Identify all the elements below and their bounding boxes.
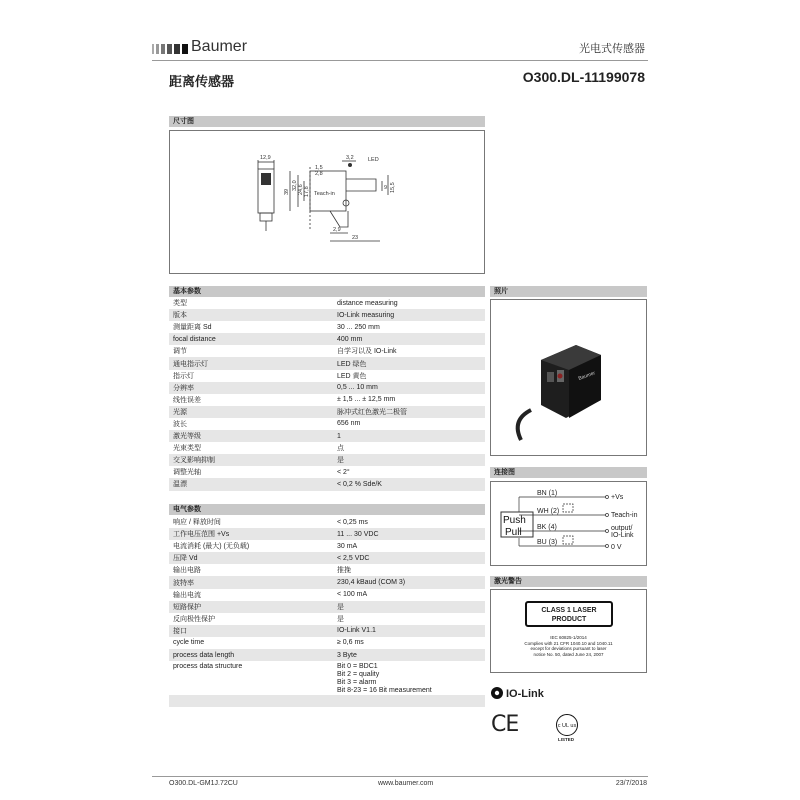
param-key: 响应 / 释放时间 <box>173 519 221 527</box>
param-key: 波长 <box>173 420 187 428</box>
product-code-title: O300.DL-11199078 <box>522 69 645 85</box>
iolink-logo-icon <box>490 686 504 700</box>
dim-label: 17,8 <box>304 186 310 197</box>
param-row <box>169 637 485 649</box>
electrical-params-table <box>169 516 485 707</box>
param-key: focal distance <box>169 333 333 345</box>
dim-label: 2,9 <box>333 227 341 233</box>
dim-label: 15,5 <box>390 182 396 193</box>
param-row <box>169 442 485 454</box>
wire-bk-label: BK (4) <box>537 524 557 531</box>
param-key: process data length <box>169 649 333 661</box>
param-row <box>169 382 485 394</box>
dim-label: 32,0 <box>292 180 298 191</box>
product-category: 光电式传感器 <box>579 43 645 55</box>
ul-listed-text: LISTED <box>558 737 575 742</box>
param-row <box>169 528 485 540</box>
param-value: 自学习以及 IO-Link <box>337 348 397 356</box>
section-photo-header: 照片 <box>490 286 647 297</box>
param-key: 激光等级 <box>169 430 333 442</box>
param-value: < 100 mA <box>337 591 368 599</box>
dim-label: 23 <box>352 235 359 241</box>
param-row <box>169 321 485 333</box>
terminal-vs-label: +Vs <box>611 494 624 501</box>
param-value: 400 mm <box>333 333 485 345</box>
iolink-logo-text: IO-Link <box>506 688 544 700</box>
dim-label: 9 <box>384 185 388 191</box>
basic-params-table <box>169 297 485 491</box>
baumer-logo-icon <box>152 43 188 55</box>
param-key: 反向极性保护 <box>173 615 215 623</box>
param-row <box>169 540 485 552</box>
param-row <box>169 454 485 466</box>
param-value: < 2,5 VDC <box>333 552 485 564</box>
param-value: 230,4 kBaud (COM 3) <box>333 576 485 588</box>
param-value: 是 <box>337 615 344 623</box>
param-value: ≥ 0,6 ms <box>337 639 364 647</box>
param-row <box>169 466 485 478</box>
section-basic-header: 基本参数 <box>169 286 485 297</box>
dim-label: LED <box>368 157 379 163</box>
param-row <box>169 333 485 345</box>
ul-mark: c UL us <box>556 714 578 736</box>
param-value: 推挽 <box>337 567 351 575</box>
param-row <box>169 649 485 661</box>
param-row <box>169 625 485 637</box>
param-value: distance measuring <box>337 299 398 307</box>
param-row <box>169 309 485 321</box>
param-value: 是 <box>333 601 485 613</box>
param-key: 指示灯 <box>173 372 194 380</box>
param-key: 通电指示灯 <box>169 357 333 369</box>
dim-label: Teach-in <box>314 191 335 197</box>
param-value: 1 <box>333 430 485 442</box>
pull-label: Pull <box>505 527 522 538</box>
param-value: 点 <box>337 445 344 453</box>
section-dimensions-header: 尺寸图 <box>169 116 485 127</box>
dim-label: 12,9 <box>260 155 271 161</box>
param-row-spacer <box>169 695 485 707</box>
ce-mark: CE <box>491 712 519 737</box>
dim-label: 39 <box>284 188 290 195</box>
terminal-iolink-label: IO-Link <box>611 532 634 539</box>
param-key: 光束类型 <box>173 445 201 453</box>
laser-warning-panel <box>490 589 647 673</box>
param-key: 交叉影响抑制 <box>169 454 333 466</box>
brand-name: Baumer <box>191 38 248 55</box>
param-key: 线性误差 <box>173 396 201 404</box>
wire-bu-label: BU (3) <box>537 539 558 546</box>
param-row <box>169 345 485 357</box>
param-key: 调整光轴 <box>173 469 201 477</box>
laser-class-text: CLASS 1 LASER <box>541 607 597 614</box>
laser-class-label <box>525 601 613 627</box>
param-key: 测量距离 Sd <box>173 324 212 332</box>
dim-label: 3,2 <box>346 155 354 161</box>
param-value: IO-Link V1.1 <box>333 625 485 637</box>
dim-label: 1,5 <box>315 165 323 171</box>
param-value: LED 黄色 <box>337 372 367 380</box>
param-key: 波特率 <box>169 576 333 588</box>
param-value: 30 ... 250 mm <box>337 323 380 331</box>
footer-url[interactable]: www.baumer.com <box>378 780 434 787</box>
param-row <box>169 394 485 406</box>
push-label: Push <box>503 515 526 526</box>
param-key: 压降 Vd <box>169 552 333 564</box>
param-spacer-cell <box>169 695 485 707</box>
param-value: ± 1,5 ... ± 12,5 mm <box>337 396 396 404</box>
param-row <box>169 406 485 418</box>
param-row <box>169 552 485 564</box>
param-key: 版本 <box>169 309 333 321</box>
param-value: < 0,2 % Sde/K <box>333 478 485 490</box>
laser-compliance-note: IEC 60825-1/2014 Complies with 21 CFR 1040.10 and 1040.11 except for deviations pursuant to laser notice No. 50, dated June 24, 2007 <box>524 635 613 657</box>
param-row <box>169 430 485 442</box>
param-value: 是 <box>333 454 485 466</box>
param-key: 光源 <box>169 406 333 418</box>
product-photo-panel <box>490 299 647 456</box>
photo-brand-label: Baumer <box>577 370 597 382</box>
param-value: 3 Byte <box>333 649 485 661</box>
footer-doc-code: O300.DL-GM1J.72CU <box>169 780 238 787</box>
param-row <box>169 516 485 528</box>
terminal-teach-label: Teach-in <box>611 512 638 519</box>
section-electrical-header: 电气参数 <box>169 504 485 515</box>
param-row <box>169 576 485 588</box>
param-value: Bit 0 = BDC1 Bit 2 = quality Bit 3 = alarm Bit 8-23 = 16 Bit measurement <box>337 663 432 695</box>
param-value: 30 mA <box>337 542 358 550</box>
section-laser-header: 激光警告 <box>490 576 647 587</box>
wiring-diagram-panel <box>490 481 647 566</box>
param-value: LED 绿色 <box>333 357 485 369</box>
param-row <box>169 478 485 490</box>
dimension-drawing <box>170 131 484 273</box>
param-key: 输出电路 <box>173 567 201 575</box>
param-key: 电流消耗 (最大) (无负载) <box>173 543 250 551</box>
laser-product-text: PRODUCT <box>551 616 587 623</box>
param-key: 类型 <box>173 300 187 308</box>
wire-bn-label: BN (1) <box>537 490 558 497</box>
param-row <box>169 297 485 309</box>
param-key: 调节 <box>173 348 187 356</box>
param-value: 脉冲式红色激光二极管 <box>333 406 485 418</box>
param-value: 656 nm <box>337 420 361 428</box>
param-key: 短路保护 <box>169 601 333 613</box>
product-photo <box>491 300 646 455</box>
param-value: < 0,25 ms <box>337 518 368 526</box>
param-key: 输出电流 <box>173 591 201 599</box>
param-row <box>169 601 485 613</box>
dim-label: 24,6 <box>298 184 304 195</box>
dimension-drawing-panel <box>169 130 485 274</box>
param-row <box>169 418 485 430</box>
header-divider <box>152 60 648 61</box>
footer-divider <box>152 776 648 777</box>
wiring-diagram <box>491 482 646 565</box>
param-row <box>169 589 485 601</box>
param-key: process data structure <box>173 663 243 671</box>
wire-wh-label: WH (2) <box>537 508 560 515</box>
param-row <box>169 370 485 382</box>
footer-date: 23/7/2018 <box>615 780 647 787</box>
param-value: 0,5 ... 10 mm <box>333 382 485 394</box>
section-wiring-header: 连接图 <box>490 467 647 478</box>
param-value: 11 ... 30 VDC <box>333 528 485 540</box>
terminal-output-label: output/ <box>611 525 633 532</box>
param-row <box>169 613 485 625</box>
param-row <box>169 357 485 369</box>
param-row <box>169 661 485 695</box>
param-key: 接口 <box>169 625 333 637</box>
param-value: IO-Link measuring <box>333 309 485 321</box>
terminal-0v-label: 0 V <box>611 544 622 551</box>
param-value: < 2° <box>337 468 350 476</box>
dim-label: 2,8 <box>315 171 323 177</box>
param-row <box>169 564 485 576</box>
product-type-title: 距离传感器 <box>169 74 235 89</box>
param-key: 温漂 <box>169 478 333 490</box>
param-key: 工作电压范围 +Vs <box>169 528 333 540</box>
param-key: cycle time <box>173 639 205 647</box>
param-key: 分辨率 <box>169 382 333 394</box>
